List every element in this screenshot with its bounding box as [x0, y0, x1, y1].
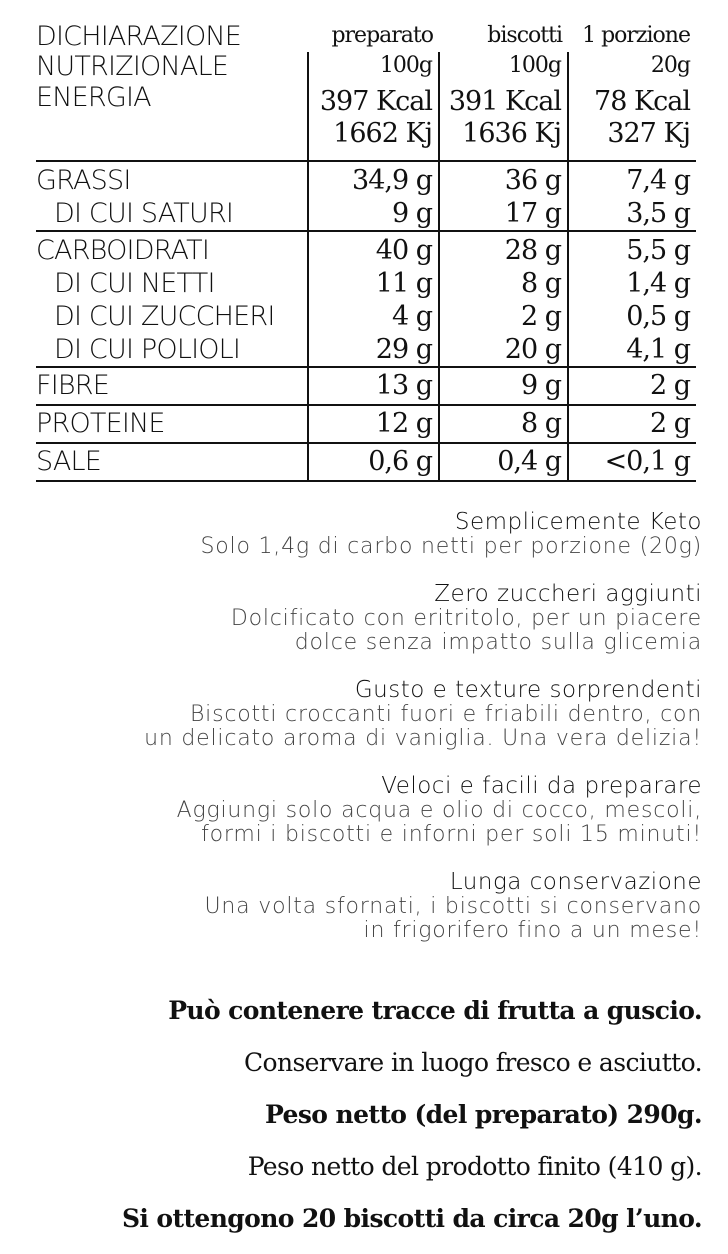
feature-title: Gusto e texture sorprendenti — [354, 677, 702, 703]
nutrient-value-porzione: 1,4 g — [568, 267, 696, 300]
nutrient-value-porzione: <0,1 g — [568, 443, 696, 481]
nutrition-table — [36, 22, 696, 482]
nutrient-value-biscotti: 8 g — [439, 405, 568, 443]
column-unit-biscotti: 100g — [439, 52, 568, 82]
nutrient-value-porzione: 2 g — [568, 367, 696, 405]
nutrient-label: DI CUI NETTI — [54, 268, 215, 299]
nutrient-row — [36, 443, 696, 481]
energy-row — [36, 82, 696, 161]
nutrient-value-preparato: 0,6 g — [308, 443, 439, 481]
nutrient-value-biscotti: 8 g — [439, 267, 568, 300]
nutrient-value-porzione: 7,4 g — [568, 161, 696, 197]
nutrient-label: FIBRE — [36, 367, 308, 405]
nutrient-value-preparato: 13 g — [308, 367, 439, 405]
nutrient-value-preparato: 11 g — [308, 267, 439, 300]
nutrient-row — [36, 231, 696, 267]
nutrient-row — [36, 367, 696, 405]
nutrient-value-biscotti: 20 g — [439, 333, 568, 367]
energy-kj: 1662 Kj — [333, 118, 432, 149]
feature-block — [22, 678, 702, 751]
nutrient-value-preparato: 40 g — [308, 231, 439, 267]
feature-block — [22, 774, 702, 847]
nutrient-value-porzione: 3,5 g — [568, 197, 696, 231]
column-unit-porzione: 20g — [568, 52, 696, 82]
energy-kcal: 78 Kcal — [594, 86, 690, 117]
nutrient-label: PROTEINE — [36, 405, 308, 443]
feature-title: Lunga conservazione — [449, 869, 702, 895]
feature-title: Veloci e facili da preparare — [381, 773, 702, 799]
feature-text: Biscotti croccanti fuori e friabili dentro, con un delicato aroma di vaniglia. Una vera delizia! — [144, 702, 702, 751]
energy-value-porzione — [568, 82, 696, 161]
column-header-preparato: preparato — [331, 23, 433, 48]
feature-title: Semplicemente Keto — [454, 509, 702, 535]
table-title-line-2: NUTRIZIONALE — [36, 51, 229, 82]
feature-block — [22, 582, 702, 655]
nutrient-value-porzione: 5,5 g — [568, 231, 696, 267]
feature-text: Solo 1,4g di carbo netti per porzione (20g) — [200, 534, 702, 559]
feature-text: Una volta sfornati, i biscotti si conservano in frigorifero fino a un mese! — [204, 894, 702, 943]
nutrient-row — [36, 300, 696, 333]
nutrient-value-preparato: 9 g — [308, 197, 439, 231]
energy-kcal: 391 Kcal — [448, 86, 561, 117]
nutrient-value-preparato: 34,9 g — [308, 161, 439, 197]
nutrient-value-porzione: 4,1 g — [568, 333, 696, 367]
footer-line: Si ottengono 20 biscotti da circa 20g l’uno. — [121, 1204, 702, 1233]
nutrient-label: DI CUI POLIOLI — [36, 333, 308, 367]
feature-block — [22, 870, 702, 943]
table-unit-row — [36, 52, 696, 82]
nutrient-value-porzione: 0,5 g — [568, 300, 696, 333]
nutrient-value-biscotti: 9 g — [439, 367, 568, 405]
table-header-row — [36, 22, 696, 52]
nutrient-value-preparato: 4 g — [308, 300, 439, 333]
nutrient-label: DI CUI SATURI — [36, 197, 308, 231]
footer-notes — [12, 994, 702, 1254]
nutrient-value-biscotti: 2 g — [439, 300, 568, 333]
nutrient-row — [36, 197, 696, 231]
column-header-porzione: 1 porzione — [582, 23, 690, 48]
nutrient-value-biscotti: 0,4 g — [439, 443, 568, 481]
nutrient-row — [36, 267, 696, 300]
energy-value-biscotti — [439, 82, 568, 161]
feature-text: Aggiungi solo acqua e olio di cocco, mescoli, formi i biscotti e inforni per soli 15 minuti! — [176, 798, 702, 847]
nutrient-value-biscotti: 28 g — [439, 231, 568, 267]
nutrient-value-porzione: 2 g — [568, 405, 696, 443]
nutrient-label: CARBOIDRATI — [36, 235, 209, 266]
footer-line: Può contenere tracce di frutta a guscio. — [168, 996, 702, 1025]
energy-kj: 1636 Kj — [462, 118, 561, 149]
feature-list — [22, 510, 702, 966]
column-unit-preparato: 100g — [308, 52, 439, 82]
nutrient-value-preparato: 12 g — [308, 405, 439, 443]
nutrient-label: GRASSI — [36, 165, 131, 196]
nutrient-row — [36, 161, 696, 197]
feature-title: Zero zuccheri aggiunti — [434, 581, 702, 607]
energy-label: ENERGIA — [36, 82, 308, 161]
nutrient-row — [36, 405, 696, 443]
nutrient-value-biscotti: 36 g — [439, 161, 568, 197]
column-header-biscotti: biscotti — [487, 23, 562, 48]
footer-line: Conservare in luogo fresco e asciutto. — [243, 1048, 702, 1077]
nutrition-table-body — [36, 22, 696, 481]
nutrient-value-preparato: 29 g — [308, 333, 439, 367]
feature-text: Dolcificato con eritritolo, per un piacere dolce senza impatto sulla glicemia — [230, 606, 702, 655]
energy-kcal: 397 Kcal — [319, 86, 432, 117]
feature-block — [22, 510, 702, 559]
nutrient-label: SALE — [36, 443, 308, 481]
nutrient-row — [36, 333, 696, 367]
energy-kj: 327 Kj — [607, 118, 690, 149]
nutrient-value-biscotti: 17 g — [439, 197, 568, 231]
footer-line: Peso netto del prodotto finito (410 g). — [247, 1152, 702, 1181]
footer-line: Peso netto (del preparato) 290g. — [265, 1100, 702, 1129]
nutrient-label: DI CUI ZUCCHERI — [54, 301, 275, 332]
table-title-line-1: DICHIARAZIONE — [36, 21, 242, 52]
energy-value-preparato — [308, 82, 439, 161]
